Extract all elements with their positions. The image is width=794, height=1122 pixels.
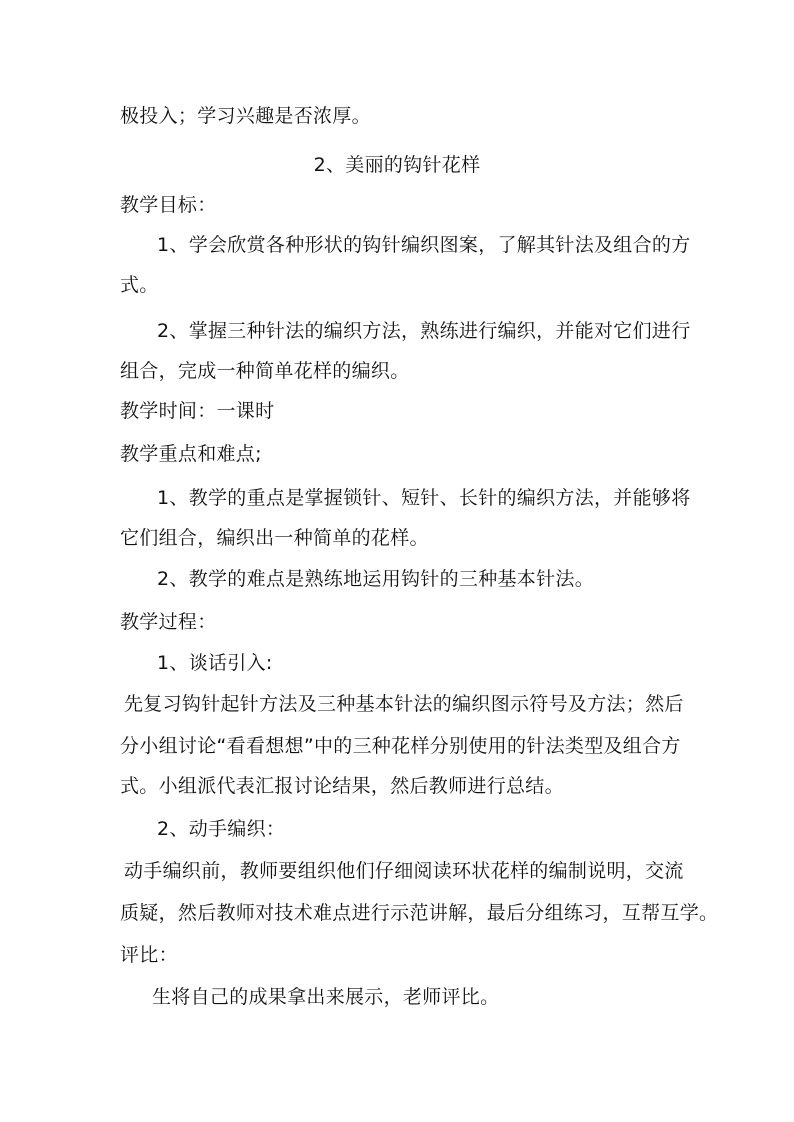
goal-2-line-2: 组合，完成一种简单花样的编织。 [120,360,410,382]
step-1-line-1: 先复习钩针起针方法及三种基本针法的编织图示符号及方法；然后 [124,693,684,715]
heading-teaching-process: 教学过程： [120,611,217,633]
key-point-1-line-1: 1、教学的重点是掌握锁针、短针、长针的编织方法，并能够将 [157,487,691,509]
step-2-line-1: 动手编织前，教师要组织他们仔细阅读环状花样的编制说明，交流 [124,860,684,882]
step-1-line-2: 分小组讨论“看看想想”中的三种花样分别使用的针法类型及组合方 [120,735,681,757]
step-1-heading: 1、谈话引入: [157,652,273,674]
goal-2-line-1: 2、掌握三种针法的编织方法，熟练进行编织，并能对它们进行 [157,320,691,342]
heading-evaluation: 评比： [120,944,178,966]
heading-key-points: 教学重点和难点; [120,443,262,465]
key-point-2: 2、教学的难点是熟练地运用钩针的三种基本针法。 [157,568,594,590]
teaching-time: 教学时间：一课时 [120,400,275,422]
key-point-1-line-2: 它们组合，编织出一种简单的花样。 [120,527,429,549]
goal-1-line-2: 式。 [120,274,159,296]
step-2-line-2: 质疑，然后教师对技术难点进行示范讲解，最后分组练习，互帮互学。 [120,902,719,924]
step-2-heading: 2、动手编织： [157,818,286,840]
section-heading: 2、美丽的钩针花样 [313,154,481,176]
heading-teaching-goals: 教学目标： [120,194,217,216]
goal-1-line-1: 1、学会欣赏各种形状的钩针编织图案，了解其针法及组合的方 [157,234,691,256]
step-1-line-3: 式。小组派代表汇报讨论结果，然后教师进行总结。 [120,775,564,797]
evaluation-text: 生将自己的成果拿出来展示，老师评比。 [152,986,500,1008]
text-line-1: 极投入；学习兴趣是否浓厚。 [120,105,371,127]
